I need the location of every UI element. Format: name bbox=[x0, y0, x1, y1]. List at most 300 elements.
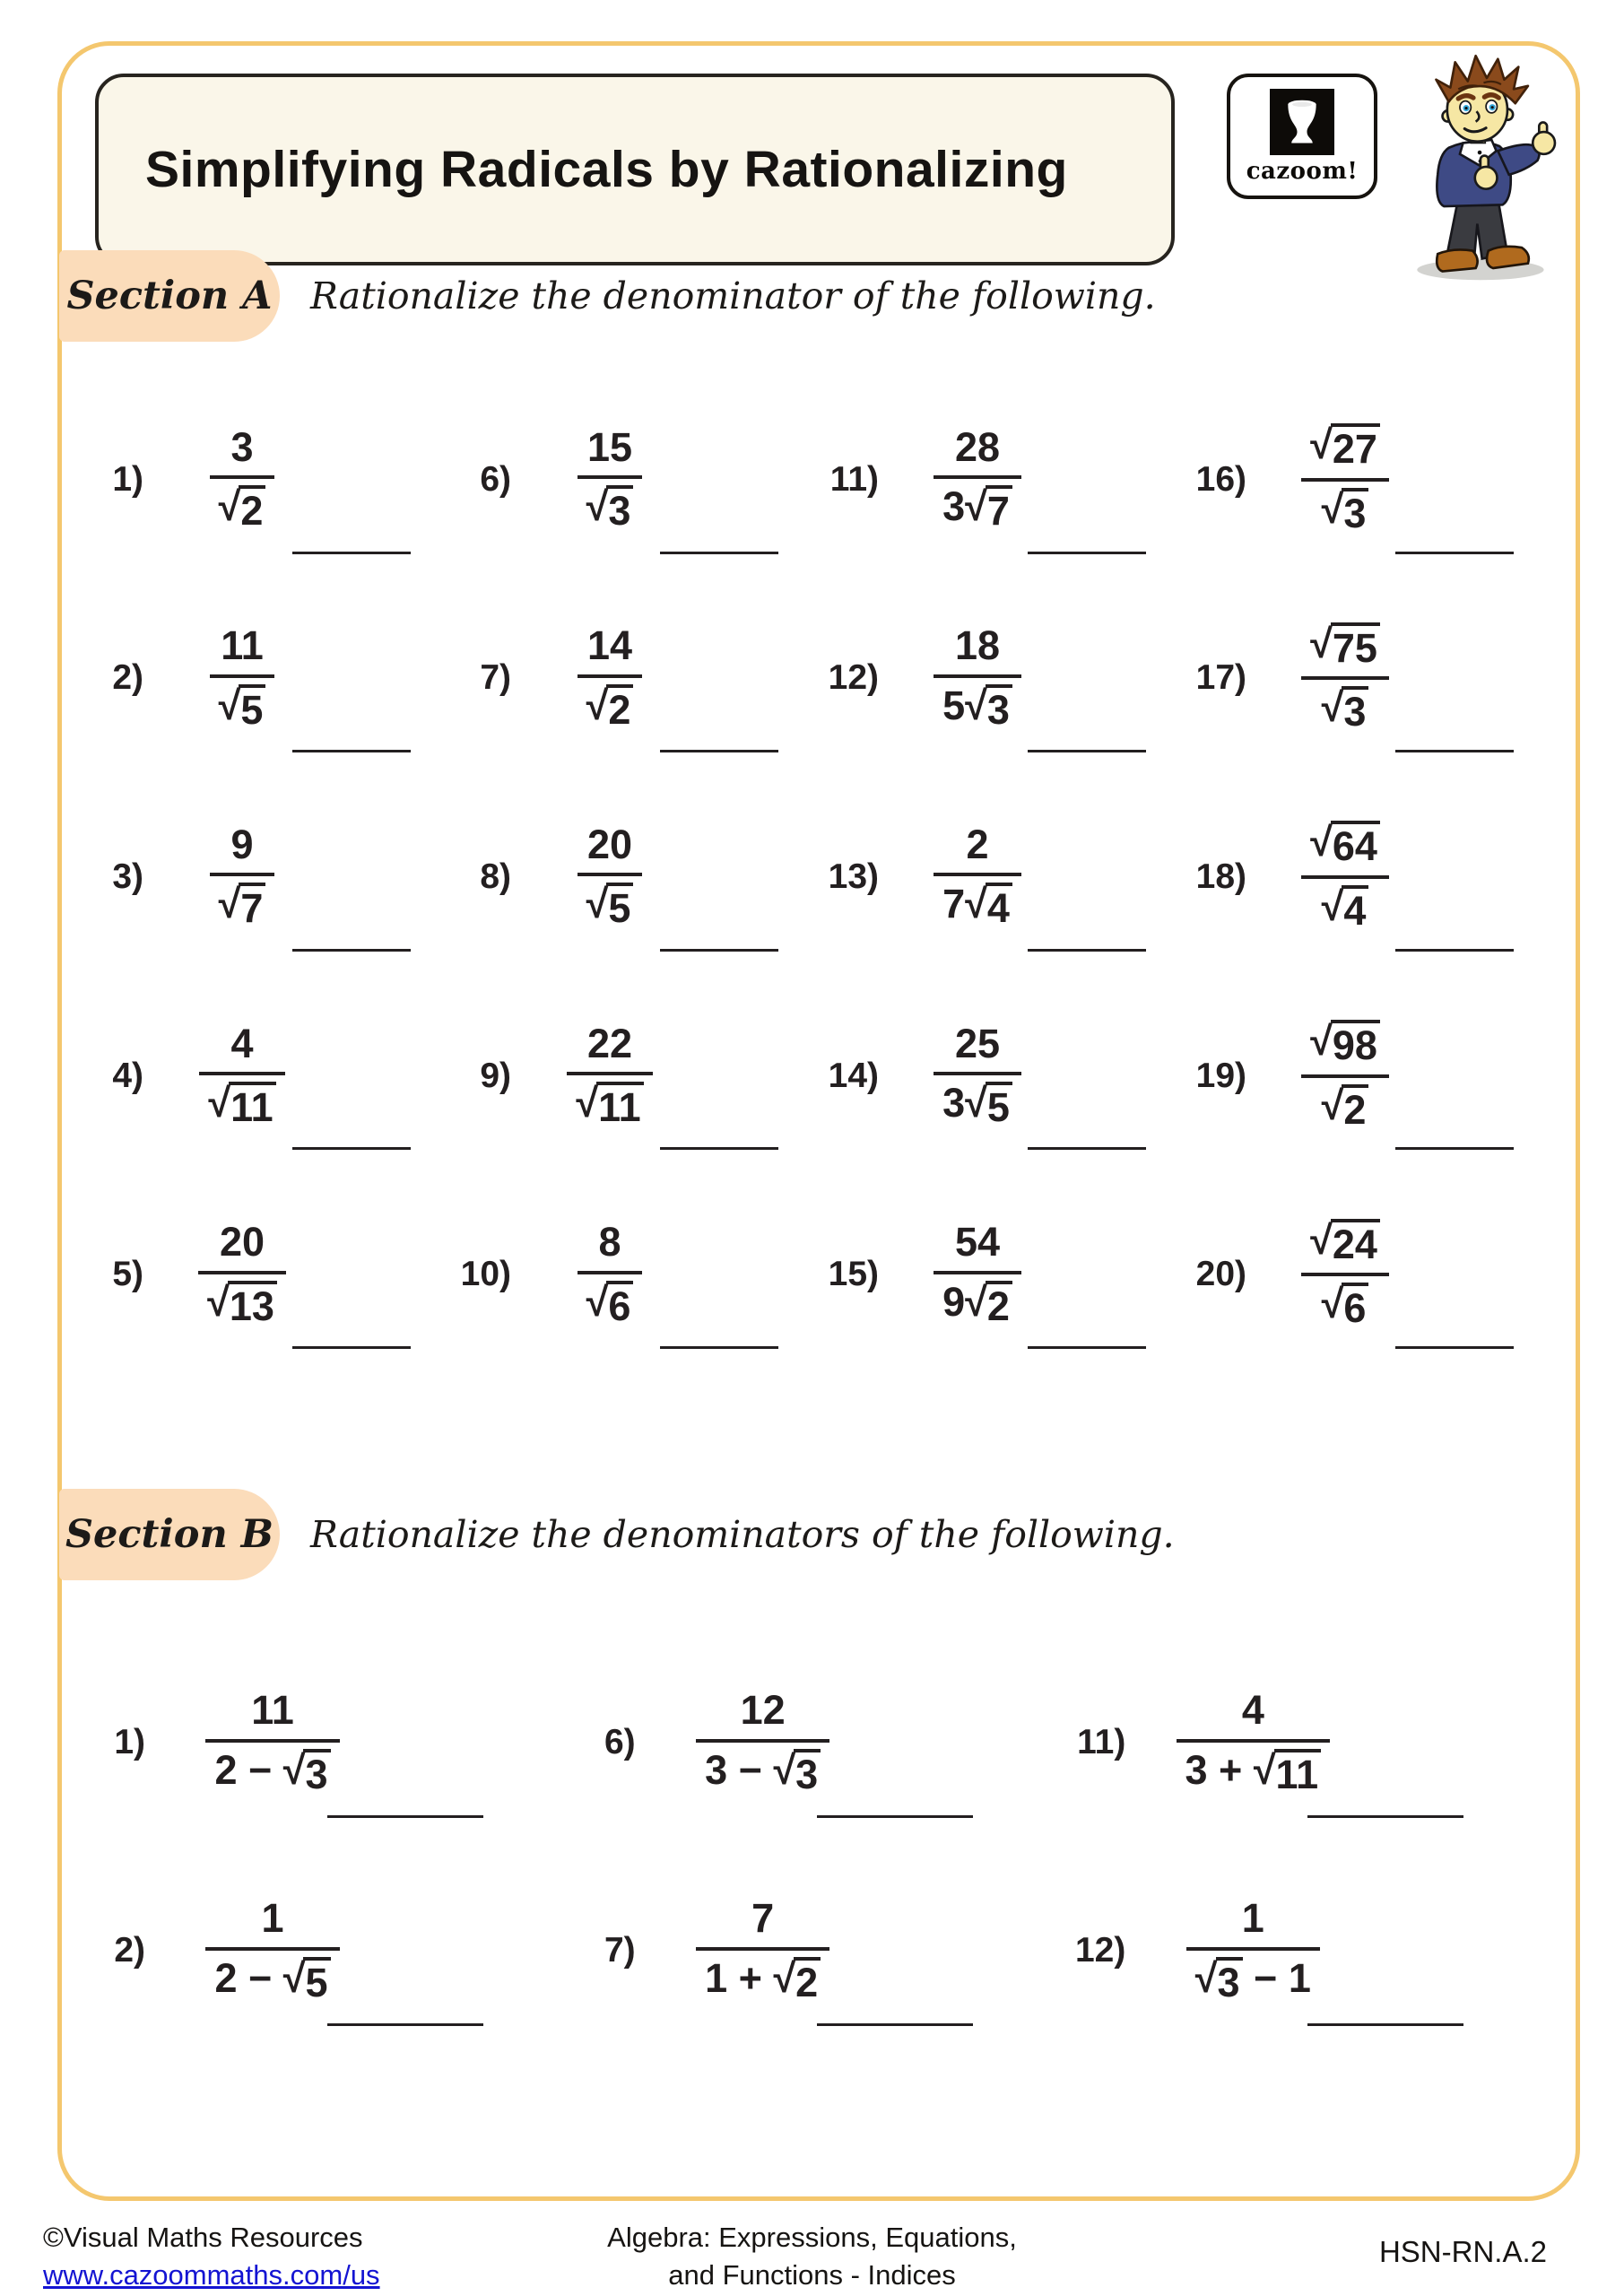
problem-2 bbox=[86, 587, 454, 786]
problem-7 bbox=[454, 587, 821, 786]
numerator bbox=[946, 624, 1009, 674]
denominator bbox=[567, 1075, 652, 1130]
fraction-stack bbox=[199, 1022, 284, 1130]
fraction bbox=[918, 823, 1037, 931]
problem-10 bbox=[454, 1182, 821, 1381]
sqrt-expression bbox=[1322, 885, 1369, 934]
numerator bbox=[1233, 1686, 1273, 1739]
sqrt-expression bbox=[1194, 1954, 1243, 2005]
answer-line bbox=[817, 1815, 973, 1818]
sqrt-expression bbox=[965, 883, 1012, 931]
math-text: 2 bbox=[966, 821, 989, 867]
fraction bbox=[183, 1022, 301, 1130]
radicand: 2 bbox=[986, 1281, 1012, 1329]
answer-line bbox=[1395, 750, 1514, 752]
math-text: 1 + bbox=[705, 1954, 774, 2001]
fraction bbox=[918, 1221, 1037, 1328]
radical-icon: √ bbox=[965, 1080, 987, 1126]
problem-number: 7) bbox=[604, 1931, 636, 1970]
radicand: 4 bbox=[1342, 885, 1368, 934]
section-a-label: Section A bbox=[59, 250, 280, 342]
section-b-label: Section B bbox=[59, 1489, 280, 1580]
problem-number: 16) bbox=[1195, 459, 1246, 499]
radicand: 64 bbox=[1331, 821, 1380, 869]
fraction-stack bbox=[1301, 821, 1389, 933]
fraction bbox=[551, 423, 669, 535]
math-text: 11 bbox=[251, 1686, 294, 1733]
sqrt-expression bbox=[207, 1278, 277, 1329]
denominator bbox=[1313, 1276, 1378, 1331]
denominator bbox=[934, 1075, 1021, 1130]
problem-number: 6) bbox=[480, 459, 511, 499]
fraction bbox=[1286, 1020, 1404, 1132]
sqrt-expression bbox=[1310, 1216, 1380, 1267]
answer-line bbox=[1028, 949, 1146, 952]
math-text: 12 bbox=[740, 1686, 786, 1733]
fraction bbox=[183, 423, 301, 535]
denominator bbox=[210, 678, 275, 733]
problem-3 bbox=[86, 785, 454, 984]
sqrt-expression bbox=[1310, 1020, 1380, 1068]
math-text: 22 bbox=[586, 1020, 633, 1066]
radicand: 5 bbox=[986, 1082, 1012, 1130]
answer-line bbox=[1307, 1815, 1463, 1818]
math-text: 7 bbox=[751, 1894, 775, 1941]
answer-line bbox=[1028, 1346, 1146, 1349]
radicand: 7 bbox=[239, 883, 265, 931]
radicand: 4 bbox=[986, 883, 1012, 931]
answer-line bbox=[327, 1815, 483, 1818]
numerator bbox=[1301, 423, 1389, 478]
numerator bbox=[1301, 622, 1389, 677]
numerator bbox=[946, 423, 1009, 476]
radical-icon: √ bbox=[1310, 819, 1333, 865]
numerator bbox=[242, 1686, 303, 1739]
radicand: 5 bbox=[606, 883, 633, 931]
denominator bbox=[1313, 482, 1378, 536]
radical-icon: √ bbox=[282, 1954, 306, 2001]
math-text: 2 − bbox=[214, 1954, 283, 2001]
fraction bbox=[1158, 1894, 1348, 2005]
fraction-stack bbox=[205, 1894, 339, 2005]
radical-icon: √ bbox=[1194, 1954, 1218, 2001]
answer-line bbox=[1395, 1346, 1514, 1349]
numerator bbox=[221, 423, 262, 476]
numerator bbox=[1301, 1216, 1389, 1274]
answer-line bbox=[660, 750, 778, 752]
sqrt-expression bbox=[219, 883, 266, 931]
answer-line bbox=[817, 2023, 973, 2026]
problem-15 bbox=[821, 1182, 1189, 1381]
math-text: 15 bbox=[586, 423, 633, 470]
radical-icon: √ bbox=[576, 1080, 599, 1126]
radical-icon: √ bbox=[1321, 485, 1344, 532]
problem-13 bbox=[821, 785, 1189, 984]
problem-number: 2) bbox=[112, 658, 143, 698]
answer-line bbox=[1028, 552, 1146, 554]
denominator bbox=[696, 1951, 829, 2005]
sqrt-expression bbox=[1253, 1746, 1321, 1797]
problem-12 bbox=[821, 587, 1189, 786]
cazoom-link[interactable]: www.cazoommaths.com/us bbox=[43, 2258, 380, 2291]
sqrt-expression bbox=[1322, 686, 1369, 735]
math-text: 18 bbox=[954, 622, 1001, 669]
radicand: 2 bbox=[1342, 1084, 1368, 1133]
radical-icon: √ bbox=[1253, 1746, 1276, 1793]
fraction bbox=[668, 1686, 858, 1797]
problem-number: 2) bbox=[114, 1931, 145, 1970]
answer-line bbox=[660, 1147, 778, 1150]
fraction-stack bbox=[210, 624, 275, 732]
standard-code: HSN-RN.A.2 bbox=[1378, 2235, 1547, 2268]
mascot-illustration bbox=[1392, 47, 1582, 300]
fraction bbox=[1286, 821, 1404, 933]
problem-number: 13) bbox=[828, 857, 879, 896]
answer-line bbox=[292, 1147, 411, 1150]
radical-icon: √ bbox=[218, 682, 241, 728]
radicand: 3 bbox=[794, 1749, 821, 1797]
math-text: 14 bbox=[586, 622, 633, 669]
fraction-stack bbox=[210, 823, 275, 931]
numerator bbox=[589, 1221, 630, 1271]
fraction-stack bbox=[934, 624, 1021, 732]
numerator bbox=[732, 1686, 795, 1739]
denominator bbox=[578, 876, 643, 931]
denominator bbox=[934, 479, 1021, 534]
problem-number: 17) bbox=[1195, 658, 1246, 698]
numerator bbox=[1301, 1020, 1389, 1074]
problem-9 bbox=[454, 984, 821, 1183]
section-a-header bbox=[59, 250, 1156, 342]
problem-19 bbox=[1189, 984, 1557, 1183]
denominator bbox=[1313, 879, 1378, 934]
problem-8 bbox=[454, 785, 821, 984]
sqrt-expression bbox=[1310, 423, 1380, 472]
radicand: 98 bbox=[1331, 1020, 1380, 1068]
problem-2 bbox=[86, 1854, 577, 2062]
problem-6 bbox=[577, 1646, 1067, 1854]
denominator bbox=[934, 876, 1021, 931]
fraction-stack bbox=[1301, 423, 1389, 535]
radical-icon: √ bbox=[586, 483, 609, 530]
fraction bbox=[551, 624, 669, 732]
problem-14 bbox=[821, 984, 1189, 1183]
math-text: 28 bbox=[954, 423, 1001, 470]
radicand: 27 bbox=[1331, 423, 1380, 472]
problem-17 bbox=[1189, 587, 1557, 786]
fraction-stack bbox=[210, 423, 275, 535]
section-a-problems bbox=[86, 387, 1557, 1381]
numerator bbox=[578, 423, 641, 476]
sqrt-expression bbox=[586, 883, 634, 931]
numerator bbox=[211, 1221, 274, 1271]
fraction-stack bbox=[578, 1221, 643, 1328]
answer-line bbox=[1395, 949, 1514, 952]
fraction-stack bbox=[578, 823, 643, 931]
topic-line-2: and Functions - Indices bbox=[668, 2258, 956, 2291]
problem-11 bbox=[821, 387, 1189, 587]
answer-line bbox=[1395, 1147, 1514, 1150]
sqrt-expression bbox=[965, 1278, 1012, 1329]
fraction-stack bbox=[1301, 1216, 1389, 1332]
fraction bbox=[668, 1894, 858, 2005]
sqrt-expression bbox=[1321, 485, 1369, 536]
radical-icon: √ bbox=[965, 881, 987, 927]
problem-20 bbox=[1189, 1182, 1557, 1381]
sqrt-expression bbox=[576, 1082, 643, 1130]
radicand: 6 bbox=[1342, 1283, 1368, 1331]
problem-5 bbox=[86, 1182, 454, 1381]
fraction bbox=[178, 1894, 368, 2005]
topic-line-1: Algebra: Expressions, Equations, bbox=[607, 2222, 1017, 2253]
numerator bbox=[743, 1894, 783, 1947]
sqrt-expression bbox=[219, 485, 266, 534]
fraction bbox=[918, 1022, 1037, 1130]
numerator bbox=[578, 1022, 641, 1073]
numerator bbox=[946, 1022, 1009, 1073]
fraction-stack bbox=[696, 1686, 829, 1797]
math-text: 3 bbox=[230, 423, 254, 470]
problem-4 bbox=[86, 984, 454, 1183]
fraction-stack bbox=[198, 1221, 286, 1328]
math-text: 2 − bbox=[214, 1746, 283, 1793]
fraction-stack bbox=[578, 423, 643, 535]
problem-6 bbox=[454, 387, 821, 587]
radical-icon: √ bbox=[965, 682, 987, 728]
math-text: 5 bbox=[942, 682, 966, 728]
problem-number: 12) bbox=[1074, 1931, 1126, 1970]
denominator bbox=[934, 1274, 1021, 1329]
math-text: 1 bbox=[261, 1894, 284, 1941]
fraction-stack bbox=[1177, 1686, 1331, 1797]
fraction bbox=[183, 1221, 301, 1328]
numerator bbox=[221, 1022, 262, 1073]
radical-icon: √ bbox=[1321, 1281, 1344, 1327]
problem-number: 19) bbox=[1195, 1056, 1246, 1095]
radicand: 3 bbox=[986, 684, 1012, 733]
fraction bbox=[1286, 622, 1404, 735]
radicand: 2 bbox=[239, 485, 265, 534]
numerator bbox=[221, 823, 262, 874]
answer-line bbox=[1307, 2023, 1463, 2026]
math-text: 3 + bbox=[1185, 1746, 1254, 1793]
radical-icon: √ bbox=[218, 881, 241, 927]
problem-7 bbox=[577, 1854, 1067, 2062]
fraction bbox=[183, 823, 301, 931]
denominator bbox=[205, 1951, 339, 2005]
problem-number: 4) bbox=[112, 1056, 143, 1095]
denominator bbox=[205, 1743, 339, 1797]
radical-icon: √ bbox=[1310, 1018, 1333, 1064]
problem-number: 14) bbox=[828, 1056, 879, 1095]
problem-number: 12) bbox=[828, 658, 879, 698]
radicand: 6 bbox=[606, 1281, 633, 1329]
fraction bbox=[551, 823, 669, 931]
problem-number: 5) bbox=[112, 1255, 143, 1294]
problem-16 bbox=[1189, 387, 1557, 587]
fraction bbox=[1286, 423, 1404, 535]
problem-number: 3) bbox=[112, 857, 143, 896]
math-text: 8 bbox=[598, 1219, 621, 1265]
problem-1 bbox=[86, 1646, 577, 1854]
sqrt-expression bbox=[965, 684, 1012, 733]
problem-12 bbox=[1066, 1854, 1557, 2062]
answer-line bbox=[660, 949, 778, 952]
sqrt-expression bbox=[586, 684, 634, 733]
denominator bbox=[198, 1274, 286, 1329]
fraction bbox=[551, 1221, 669, 1328]
section-b-instruction: Rationalize the denominators of the following. bbox=[310, 1513, 1175, 1556]
page-title: Simplifying Radicals by Rationalizing bbox=[145, 141, 1068, 198]
math-text: 20 bbox=[219, 1219, 265, 1265]
radical-icon: √ bbox=[965, 483, 987, 530]
denominator bbox=[210, 479, 275, 534]
denominator bbox=[578, 479, 643, 534]
sqrt-expression bbox=[965, 1082, 1012, 1130]
radical-icon: √ bbox=[218, 483, 241, 530]
radical-icon: √ bbox=[586, 1278, 609, 1325]
title-box bbox=[95, 74, 1175, 265]
radicand: 13 bbox=[228, 1281, 277, 1329]
radicand: 3 bbox=[303, 1749, 330, 1797]
radicand: 11 bbox=[1274, 1749, 1322, 1797]
problem-18 bbox=[1189, 785, 1557, 984]
fraction-stack bbox=[934, 823, 1021, 931]
radical-icon: √ bbox=[773, 1954, 796, 2001]
problem-number: 11) bbox=[1077, 1723, 1126, 1761]
fraction-stack bbox=[934, 1022, 1021, 1130]
sqrt-expression bbox=[1310, 622, 1380, 671]
cazoom-logo bbox=[1227, 74, 1377, 199]
sqrt-expression bbox=[586, 1278, 634, 1329]
radicand: 5 bbox=[239, 684, 265, 733]
answer-line bbox=[292, 949, 411, 952]
radicand: 2 bbox=[606, 684, 633, 733]
radical-icon: √ bbox=[1310, 1216, 1333, 1263]
math-text: 4 bbox=[230, 1020, 254, 1066]
radical-icon: √ bbox=[282, 1746, 306, 1793]
denominator bbox=[1186, 1951, 1320, 2005]
radical-icon: √ bbox=[1321, 684, 1344, 731]
math-text: − 1 bbox=[1242, 1954, 1311, 2001]
sqrt-expression bbox=[208, 1082, 275, 1130]
sqrt-expression bbox=[586, 485, 634, 534]
denominator bbox=[934, 678, 1021, 733]
radicand: 5 bbox=[303, 1957, 330, 2005]
math-text: 9 bbox=[230, 821, 254, 867]
radicand: 3 bbox=[1342, 488, 1368, 536]
sqrt-expression bbox=[1322, 1283, 1369, 1331]
numerator bbox=[1301, 821, 1389, 875]
problem-number: 20) bbox=[1195, 1255, 1246, 1294]
radical-icon: √ bbox=[1310, 620, 1333, 666]
problem-number: 9) bbox=[480, 1056, 511, 1095]
problem-number: 1) bbox=[112, 459, 143, 499]
radicand: 2 bbox=[794, 1957, 821, 2005]
denominator bbox=[199, 1075, 284, 1130]
radicand: 3 bbox=[606, 485, 633, 534]
radical-icon: √ bbox=[1321, 1082, 1344, 1128]
radicand: 3 bbox=[1342, 686, 1368, 735]
copyright-text: ©Visual Maths Resources bbox=[43, 2222, 363, 2253]
math-text: 25 bbox=[954, 1020, 1001, 1066]
fraction-stack bbox=[934, 1221, 1021, 1328]
problem-1 bbox=[86, 387, 454, 587]
sqrt-expression bbox=[219, 684, 266, 733]
fraction-stack bbox=[1186, 1894, 1320, 2005]
math-text: 11 bbox=[221, 622, 264, 669]
sqrt-expression bbox=[1322, 1084, 1369, 1133]
math-text: 7 bbox=[942, 881, 966, 927]
problem-number: 10) bbox=[460, 1255, 511, 1294]
fraction-stack bbox=[696, 1894, 829, 2005]
section-b-problems bbox=[86, 1646, 1557, 2062]
math-text: 20 bbox=[586, 821, 633, 867]
numerator bbox=[957, 823, 997, 874]
answer-line bbox=[292, 1346, 411, 1349]
denominator bbox=[578, 678, 643, 733]
numerator bbox=[252, 1894, 292, 1947]
answer-line bbox=[292, 552, 411, 554]
answer-line bbox=[1028, 750, 1146, 752]
numerator bbox=[578, 823, 641, 874]
fraction bbox=[551, 1022, 669, 1130]
radical-icon: √ bbox=[207, 1278, 230, 1325]
problem-number: 6) bbox=[604, 1723, 636, 1761]
numerator bbox=[946, 1221, 1009, 1271]
fraction-stack bbox=[578, 624, 643, 732]
sqrt-expression bbox=[773, 1746, 821, 1797]
radical-icon: √ bbox=[1321, 883, 1344, 929]
denominator bbox=[696, 1743, 829, 1797]
radical-icon: √ bbox=[208, 1080, 231, 1126]
sqrt-expression bbox=[282, 1954, 331, 2005]
fraction bbox=[918, 624, 1037, 732]
denominator bbox=[1313, 680, 1378, 735]
sqrt-expression bbox=[965, 485, 1012, 534]
math-text: 3 bbox=[942, 483, 966, 530]
answer-line bbox=[660, 552, 778, 554]
math-text: 9 bbox=[942, 1278, 966, 1325]
numerator bbox=[212, 624, 273, 674]
problem-number: 15) bbox=[828, 1255, 879, 1294]
radicand: 7 bbox=[986, 485, 1012, 534]
fraction-stack bbox=[205, 1686, 339, 1797]
math-text: 4 bbox=[1241, 1686, 1264, 1733]
fraction bbox=[1286, 1216, 1404, 1332]
sqrt-expression bbox=[1310, 821, 1380, 869]
radicand: 11 bbox=[596, 1082, 644, 1130]
sqrt-expression bbox=[282, 1746, 331, 1797]
radicand: 24 bbox=[1331, 1219, 1380, 1267]
math-text: 3 − bbox=[705, 1746, 774, 1793]
radical-icon: √ bbox=[586, 682, 609, 728]
fraction-stack bbox=[1301, 622, 1389, 735]
answer-line bbox=[1395, 552, 1514, 554]
radicand: 75 bbox=[1331, 622, 1380, 671]
fraction-stack bbox=[934, 423, 1021, 535]
numerator bbox=[1233, 1894, 1273, 1947]
problem-11 bbox=[1066, 1646, 1557, 1854]
section-a-instruction: Rationalize the denominator of the following. bbox=[310, 274, 1156, 317]
fraction bbox=[1158, 1686, 1348, 1797]
fraction bbox=[183, 624, 301, 732]
radicand: 3 bbox=[1216, 1957, 1243, 2005]
denominator bbox=[1177, 1743, 1331, 1797]
radical-icon: √ bbox=[773, 1746, 796, 1793]
radicand: 11 bbox=[229, 1082, 276, 1130]
problem-number: 7) bbox=[480, 658, 511, 698]
